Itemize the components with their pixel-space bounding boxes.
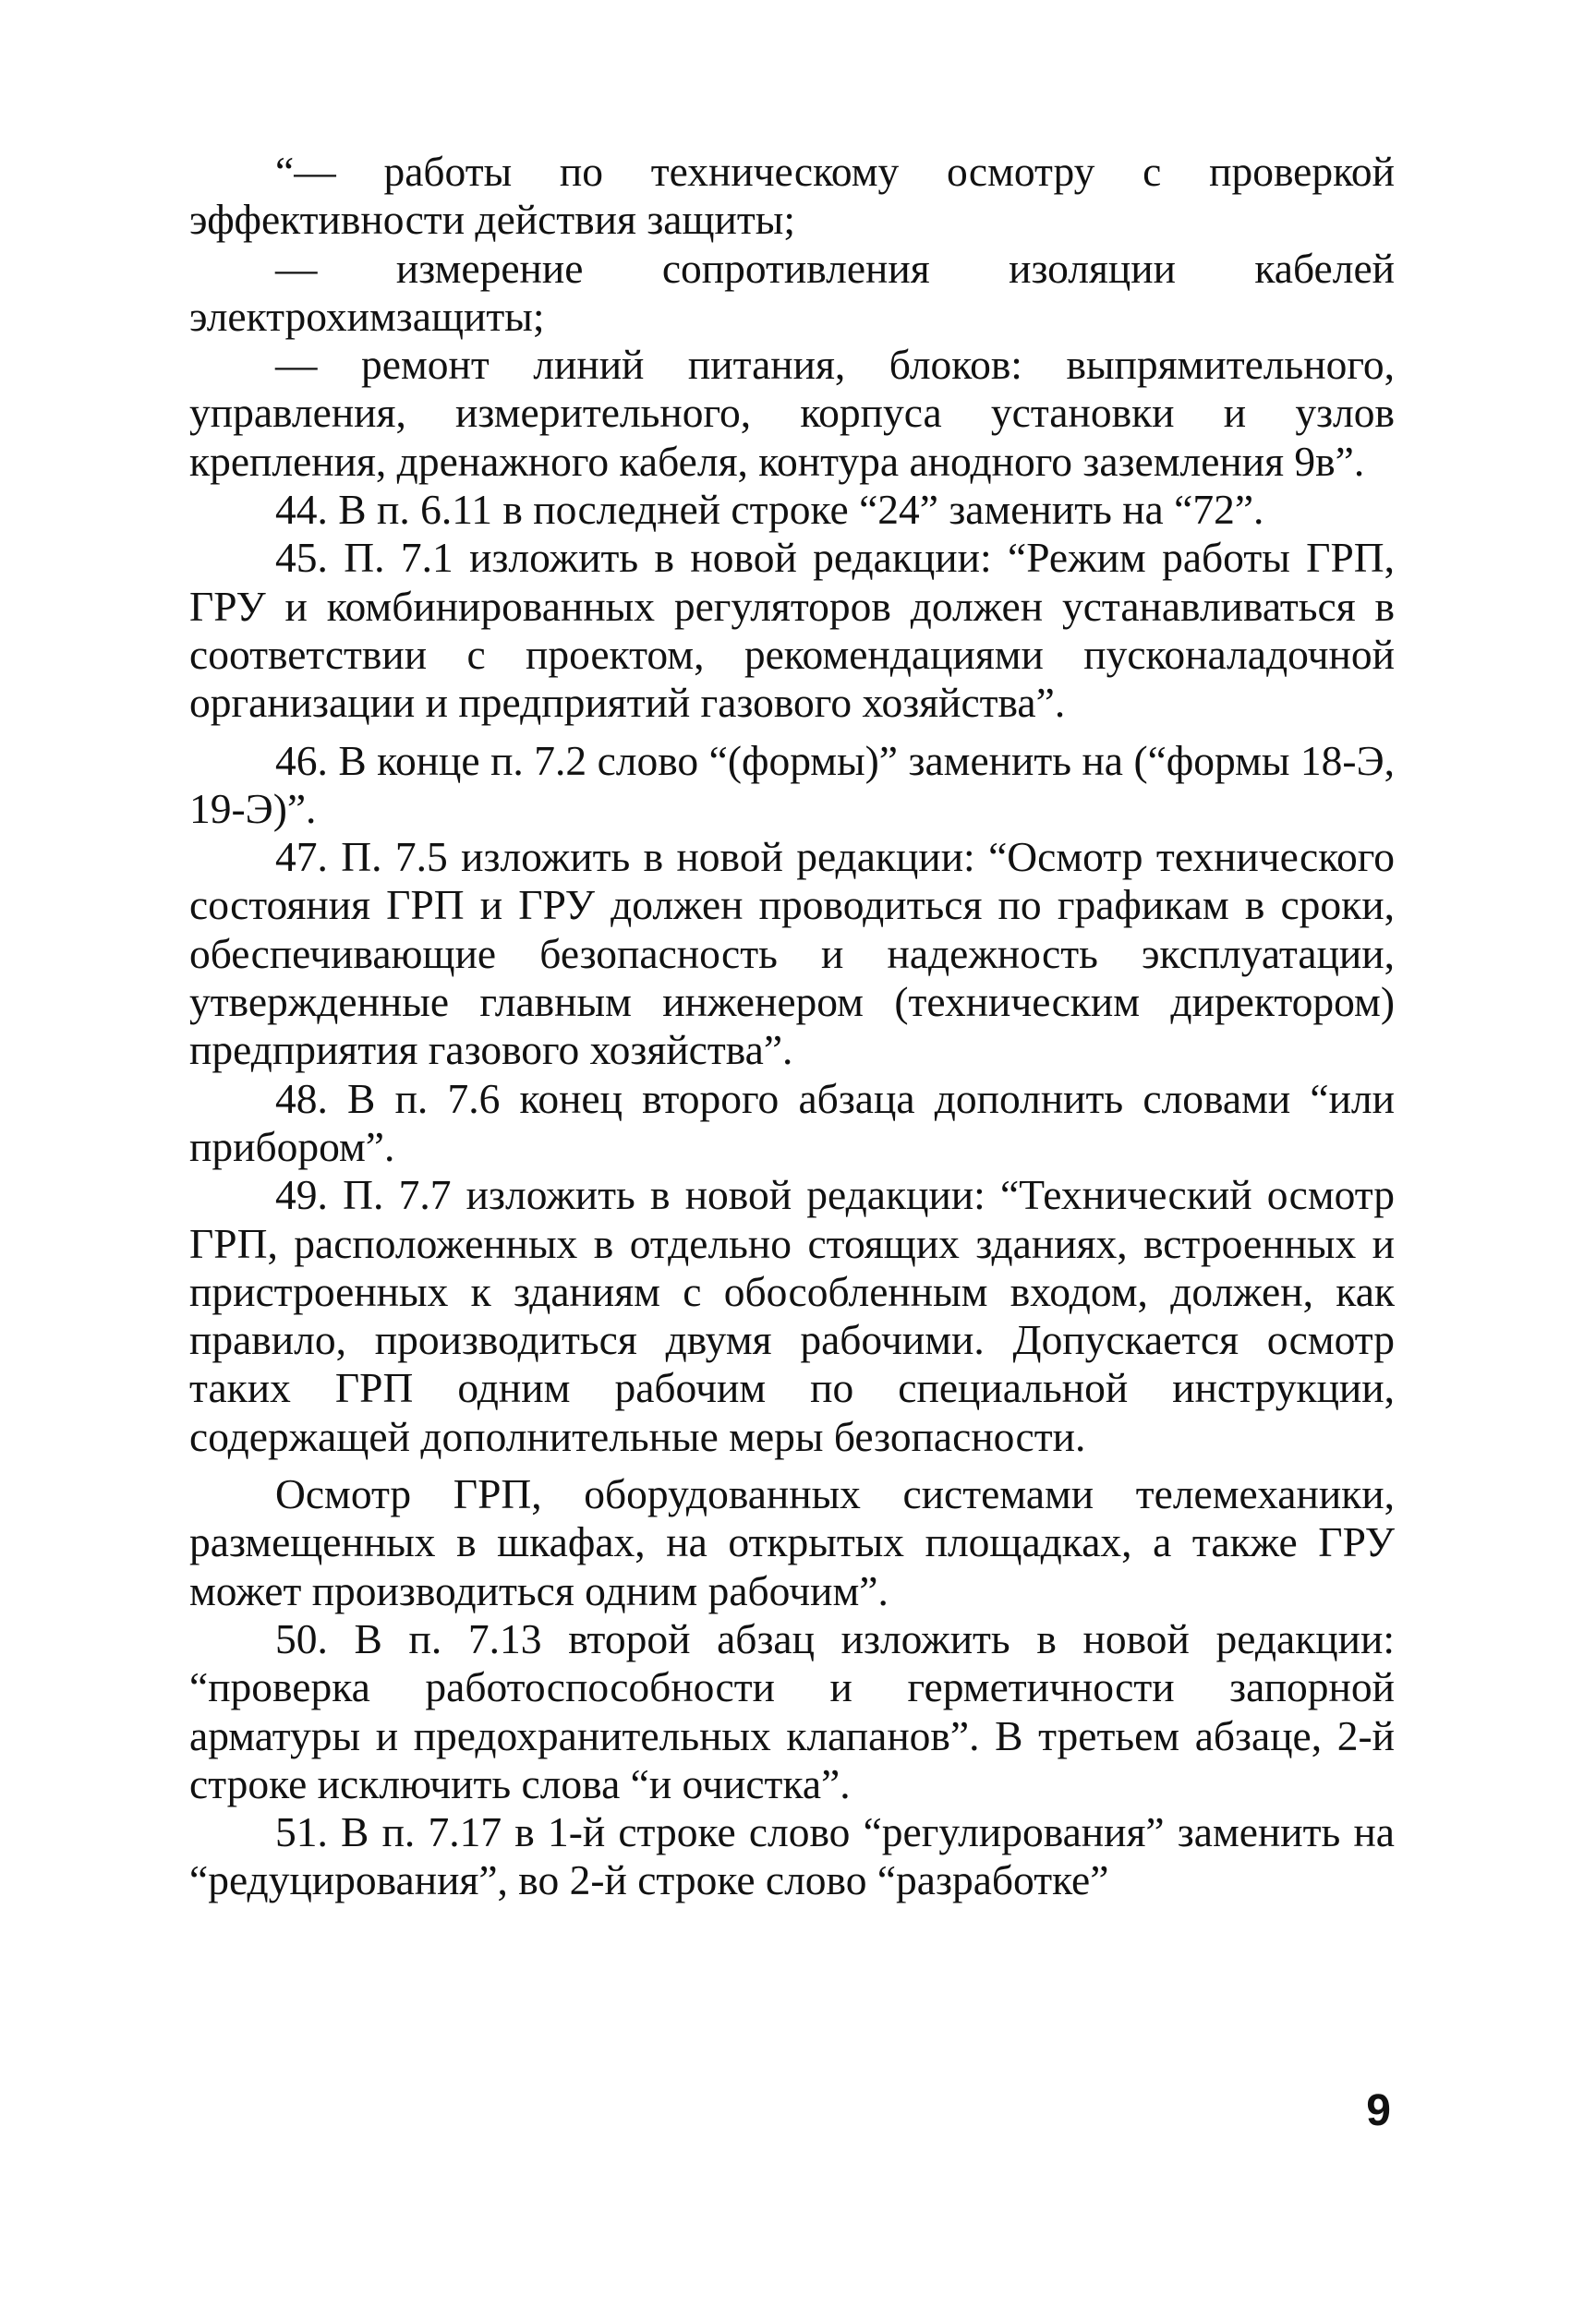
paragraph-item-44: 44. В п. 6.11 в последней строке “24” заменить на “72”. xyxy=(275,486,1264,534)
paragraph-item-49: 49. П. 7.7 изложить в новой редакции: “Технический осмотр ГРП, расположенных в отдельно стоящих зданиях, встроенных и пристроенных к зданиям с обособленным входом, должен, как правило, производиться двумя рабочими. Допускается осмотр таких ГРП одним рабочим по специальной инструкции, содержащей дополнительные меры безопасности. xyxy=(189,1171,1395,1460)
paragraph-repair-lines: — ремонт линий питания, блоков: выпрямительного, управления, измерительного, корпуса установки и узлов крепления, дренажного кабеля, контура анодного заземления 9в”. xyxy=(189,341,1395,485)
paragraph-item-48: 48. В п. 7.6 конец второго абзаца дополнить словами “или прибором”. xyxy=(189,1074,1395,1170)
paragraph-item-50: 50. В п. 7.13 второй абзац изложить в новой редакции: “проверка работоспособности и герметичности запорной арматуры и предохранительных клапанов”. В третьем абзаце, 2-й строке исключить слова “и очистка”. xyxy=(189,1614,1395,1807)
paragraph-item-46: 46. В конце п. 7.2 слово “(формы)” заменить на (“формы 18-Э, 19-Э)”. xyxy=(189,736,1395,832)
paragraph-item-49-continued: Осмотр ГРП, оборудованных системами телемеханики, размещенных в шкафах, на открытых площадках, а также ГРУ может производиться одним рабочим”. xyxy=(189,1470,1395,1614)
paragraph-item-47: 47. П. 7.5 изложить в новой редакции: “Осмотр технического состояния ГРП и ГРУ должен проводиться по графикам в сроки, обеспечивающие безопасность и надежность эксплуатации, утвержденные главным инженером (техническим директором) предприятия газового хозяйства”. xyxy=(189,833,1395,1074)
paragraph-protection-inspection: “— работы по техническому осмотру с проверкой эффективности действия защиты; xyxy=(189,148,1395,244)
paragraph-item-45: 45. П. 7.1 изложить в новой редакции: “Режим работы ГРП, ГРУ и комбинированных регуляторов должен устанавливаться в соответствии с проектом, рекомендациями пусконаладочной организации и предприятий газового хозяйства”. xyxy=(189,534,1395,727)
paragraph-item-51: 51. В п. 7.17 в 1-й строке слово “регулирования” заменить на “редуцирования”, во 2-й строке слово “разработке” xyxy=(189,1808,1395,1904)
body-text xyxy=(189,148,1395,1905)
page-number: 9 xyxy=(1366,2086,1391,2135)
paragraph-insulation-measurement: — измерение сопротивления изоляции кабелей электрохимзащиты; xyxy=(189,244,1395,340)
